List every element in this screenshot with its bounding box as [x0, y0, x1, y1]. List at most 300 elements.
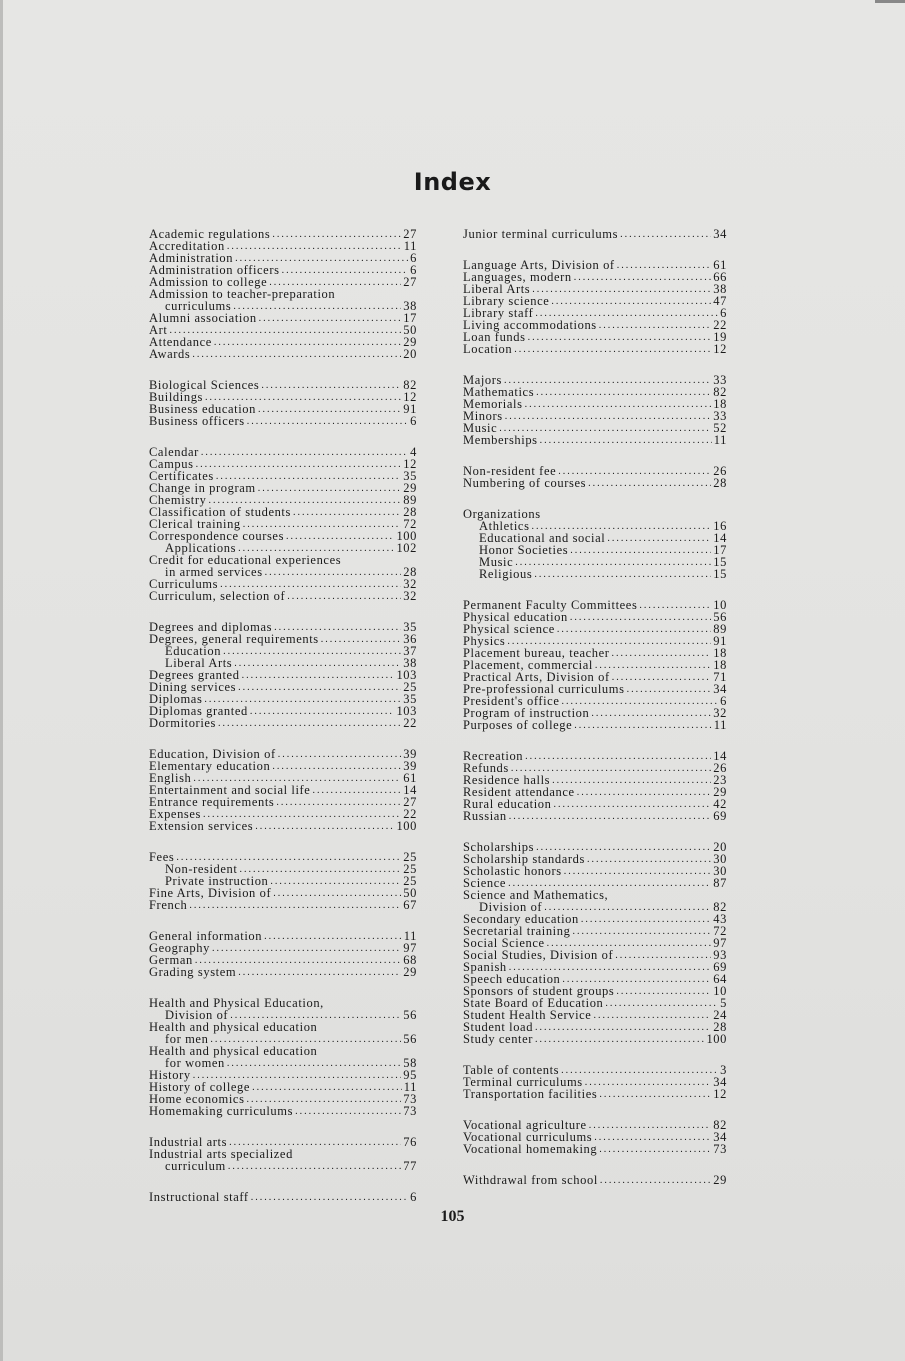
- dot-leader: [270, 877, 401, 887]
- dot-leader: [276, 798, 401, 808]
- index-entry-page: 22: [403, 807, 417, 821]
- index-entry-page: 103: [396, 704, 417, 718]
- index-entry-page: 42: [713, 797, 727, 811]
- index-group: [463, 1119, 727, 1155]
- index-entry-term: Campus: [149, 457, 194, 471]
- index-entry-term: for women: [165, 1056, 225, 1070]
- index-entry-term: Spanish: [463, 960, 507, 974]
- dot-leader: [259, 314, 402, 324]
- index-entry-page: 91: [713, 634, 727, 648]
- index-group: [149, 446, 417, 602]
- dot-leader: [577, 788, 712, 798]
- dot-leader: [265, 568, 402, 578]
- dot-leader: [278, 750, 402, 760]
- index-entry-page: 69: [713, 809, 727, 823]
- index-entry: [149, 590, 417, 602]
- dot-leader: [600, 1176, 711, 1186]
- index-group: [149, 748, 417, 832]
- index-entry-term: Liberal Arts: [165, 656, 233, 670]
- index-group: [149, 1136, 417, 1172]
- index-entry-page: 25: [403, 874, 417, 888]
- index-entry-page: 4: [410, 445, 417, 459]
- index-entry-term: Music: [463, 421, 498, 435]
- index-entry: [463, 1033, 727, 1045]
- index-entry-page: 39: [403, 759, 417, 773]
- index-entry: [463, 1174, 727, 1186]
- index-entry-page: 29: [713, 1173, 727, 1187]
- index-entry-term: Clerical training: [149, 517, 241, 531]
- index-entry-page: 11: [713, 718, 727, 732]
- index-entry-page: 14: [403, 783, 417, 797]
- index-entry-term: Memorials: [463, 397, 523, 411]
- index-entry-term: Health and Physical Education,: [149, 996, 324, 1010]
- index-entry: [463, 810, 727, 822]
- index-entry-term: Curriculum, selection of: [149, 589, 286, 603]
- index-entry-page: 30: [713, 852, 727, 866]
- index-entry-term: Junior terminal curriculums: [463, 227, 619, 241]
- index-entry-term: Placement bureau, teacher: [463, 646, 610, 660]
- page-number: 105: [440, 1208, 465, 1225]
- dot-leader: [594, 1133, 711, 1143]
- dot-leader: [295, 1107, 401, 1117]
- index-group: [149, 851, 417, 911]
- index-entry: [149, 415, 417, 427]
- index-entry-page: 12: [403, 457, 417, 471]
- index-entry-page: 34: [713, 1075, 727, 1089]
- dot-leader: [599, 321, 712, 331]
- index-entry-term: Admission to teacher-preparation: [149, 287, 336, 301]
- index-entry: [463, 343, 727, 355]
- index-entry-term: State Board of Education: [463, 996, 604, 1010]
- index-entry-term: Table of contents: [463, 1063, 560, 1077]
- index-entry-term: curriculums: [165, 299, 232, 313]
- index-entry-page: 61: [403, 771, 417, 785]
- dot-leader: [233, 302, 401, 312]
- index-entry-term: Administration: [149, 251, 234, 265]
- dot-leader: [272, 230, 401, 240]
- index-entry: [149, 899, 417, 911]
- index-entry-term: Chemistry: [149, 493, 207, 507]
- index-entry-term: Scholarship standards: [463, 852, 585, 866]
- index-entry-page: 34: [713, 227, 727, 241]
- index-entry-page: 50: [403, 323, 417, 337]
- index-entry-page: 72: [713, 924, 727, 938]
- index-entry-page: 38: [713, 282, 727, 296]
- index-entry-page: 18: [713, 397, 727, 411]
- dot-leader: [264, 932, 402, 942]
- index-entry: [149, 1105, 417, 1117]
- index-entry-page: 32: [713, 706, 727, 720]
- dot-leader: [238, 683, 401, 693]
- index-group: [149, 930, 417, 978]
- index-entry-page: 11: [713, 433, 727, 447]
- index-entry-term: Social Studies, Division of: [463, 948, 614, 962]
- index-entry-page: 32: [403, 577, 417, 591]
- index-entry-page: 100: [706, 1032, 727, 1046]
- index-entry-page: 15: [713, 555, 727, 569]
- index-entry-term: Russian: [463, 809, 507, 823]
- dot-leader: [540, 436, 712, 446]
- dot-leader: [282, 266, 409, 276]
- dot-leader: [251, 1193, 408, 1203]
- index-entry-page: 82: [713, 1118, 727, 1132]
- index-entry-page: 6: [410, 414, 417, 428]
- index-entry-page: 6: [720, 694, 727, 708]
- index-entry: [149, 887, 417, 899]
- index-group: [463, 508, 727, 580]
- index-entry-page: 61: [713, 258, 727, 272]
- index-entry-term: Correspondence courses: [149, 529, 285, 543]
- index-entry-term: Majors: [463, 373, 503, 387]
- index-entry-page: 77: [403, 1159, 417, 1173]
- dot-leader: [228, 1162, 401, 1172]
- index-entry-page: 29: [713, 785, 727, 799]
- dot-leader: [570, 546, 711, 556]
- index-entry-page: 6: [410, 263, 417, 277]
- index-entry-page: 35: [403, 469, 417, 483]
- index-entry-term: Languages, modern: [463, 270, 572, 284]
- dot-leader: [272, 762, 401, 772]
- index-entry-page: 27: [403, 275, 417, 289]
- dot-leader: [212, 944, 401, 954]
- index-group: [149, 379, 417, 427]
- index-entry-page: 103: [396, 668, 417, 682]
- dot-leader: [620, 230, 711, 240]
- index-group: [463, 599, 727, 731]
- dot-leader: [574, 721, 711, 731]
- index-entry-term: General information: [149, 929, 263, 943]
- index-entry-term: Non-resident: [165, 862, 238, 876]
- index-entry-page: 102: [396, 541, 417, 555]
- index-entry-page: 20: [403, 347, 417, 361]
- index-entry-page: 71: [713, 670, 727, 684]
- index-entry-term: Terminal curriculums: [463, 1075, 583, 1089]
- index-entry-page: 76: [403, 1135, 417, 1149]
- index-entry-page: 27: [403, 795, 417, 809]
- index-entry-term: History of college: [149, 1080, 251, 1094]
- dot-leader: [591, 709, 711, 719]
- dot-leader: [588, 479, 711, 489]
- index-entry-term: German: [149, 953, 193, 967]
- index-entry-page: 27: [403, 227, 417, 241]
- index-entry-page: 28: [403, 505, 417, 519]
- index-entry-term: Loan funds: [463, 330, 526, 344]
- index-entry-term: Elementary education: [149, 759, 271, 773]
- index-entry-term: Accreditation: [149, 239, 225, 253]
- index-entry-term: Purposes of college: [463, 718, 573, 732]
- dot-leader: [570, 613, 711, 623]
- index-entry-page: 68: [403, 953, 417, 967]
- index-entry-page: 97: [713, 936, 727, 950]
- dot-leader: [589, 1121, 712, 1131]
- index-entry-term: Athletics: [479, 519, 530, 533]
- dot-leader: [551, 297, 711, 307]
- index-entry-term: Recreation: [463, 749, 524, 763]
- index-entry-page: 29: [403, 965, 417, 979]
- index-entry: [149, 717, 417, 729]
- index-entry-page: 35: [403, 620, 417, 634]
- index-group: [149, 621, 417, 729]
- index-entry-page: 67: [403, 898, 417, 912]
- dot-leader: [504, 376, 711, 386]
- index-entry-page: 100: [396, 819, 417, 833]
- index-entry-term: History: [149, 1068, 191, 1082]
- dot-leader: [192, 350, 401, 360]
- index-entry-term: President's office: [463, 694, 560, 708]
- dot-leader: [528, 333, 712, 343]
- dot-leader: [612, 649, 712, 659]
- index-entry-term: Religious: [479, 567, 533, 581]
- index-entry-page: 11: [403, 1080, 417, 1094]
- index-entry-page: 28: [713, 1020, 727, 1034]
- index-entry-term: Industrial arts: [149, 1135, 228, 1149]
- index-entry-page: 39: [403, 747, 417, 761]
- index-entry-page: 56: [713, 610, 727, 624]
- index-entry-term: Location: [463, 342, 513, 356]
- index-entry-term: Degrees granted: [149, 668, 240, 682]
- dot-leader: [605, 999, 718, 1009]
- index-entry-term: Program of instruction: [463, 706, 590, 720]
- index-entry-term: Vocational curriculums: [463, 1130, 593, 1144]
- index-entry-page: 16: [713, 519, 727, 533]
- dot-leader: [247, 417, 408, 427]
- index-entry-page: 18: [713, 646, 727, 660]
- index-entry-term: Dormitories: [149, 716, 217, 730]
- index-entry-term: Secretarial training: [463, 924, 571, 938]
- index-entry-page: 17: [403, 311, 417, 325]
- dot-leader: [535, 1035, 704, 1045]
- index-entry-page: 35: [403, 692, 417, 706]
- index-entry-term: Physical education: [463, 610, 568, 624]
- index-entry-term: in armed services: [165, 565, 263, 579]
- index-entry-page: 10: [713, 598, 727, 612]
- index-entry-page: 34: [713, 682, 727, 696]
- index-entry-page: 25: [403, 862, 417, 876]
- index-entry-term: Student Health Service: [463, 1008, 592, 1022]
- dot-leader: [585, 1078, 712, 1088]
- index-entry-term: Organizations: [463, 507, 541, 521]
- index-entry-page: 36: [403, 632, 417, 646]
- dot-leader: [214, 338, 401, 348]
- index-entry: [463, 228, 727, 240]
- index-entry: [149, 1191, 417, 1203]
- index-entry-term: Applications: [165, 541, 237, 555]
- dot-leader: [617, 261, 712, 271]
- dot-leader: [234, 659, 401, 669]
- dot-leader: [525, 752, 711, 762]
- index-entry: [463, 434, 727, 446]
- index-entry-page: 33: [713, 409, 727, 423]
- dot-leader: [218, 719, 401, 729]
- index-entry-term: for men: [165, 1032, 209, 1046]
- page-corner-mark: [875, 0, 905, 3]
- index-entry-term: Refunds: [463, 761, 509, 775]
- index-entry-term: Extension services: [149, 819, 254, 833]
- index-entry-page: 64: [713, 972, 727, 986]
- index-group: [463, 841, 727, 1045]
- index-group: [463, 465, 727, 489]
- index-entry-term: Social Science: [463, 936, 545, 950]
- index-entry-term: Academic regulations: [149, 227, 271, 241]
- index-entry-term: Admission to college: [149, 275, 268, 289]
- index-entry-term: Division of: [479, 900, 543, 914]
- page-title: Index: [413, 168, 492, 196]
- index-entry-term: Music: [479, 555, 514, 569]
- dot-leader: [196, 460, 402, 470]
- index-entry-page: 25: [403, 680, 417, 694]
- index-entry-page: 89: [403, 493, 417, 507]
- index-entry-page: 6: [720, 306, 727, 320]
- index-entry-term: Library staff: [463, 306, 534, 320]
- index-entry-page: 97: [403, 941, 417, 955]
- index-entry-term: Instructional staff: [149, 1190, 249, 1204]
- index-entry-page: 73: [403, 1092, 417, 1106]
- index-entry-term: Change in program: [149, 481, 256, 495]
- index-entry-page: 37: [403, 644, 417, 658]
- index-entry-term: Science and Mathematics,: [463, 888, 609, 902]
- index-entry-term: Transportation facilities: [463, 1087, 598, 1101]
- index-entry: [463, 1088, 727, 1100]
- index-entry-page: 3: [720, 1063, 727, 1077]
- index-entry-term: Vocational agriculture: [463, 1118, 587, 1132]
- index-entry-term: Vocational homemaking: [463, 1142, 598, 1156]
- index-entry-term: Calendar: [149, 445, 199, 459]
- index-entry-page: 24: [713, 1008, 727, 1022]
- index-entry-page: 30: [713, 864, 727, 878]
- dot-leader: [238, 968, 401, 978]
- index-entry-term: Buildings: [149, 390, 204, 404]
- index-entry-term: Education: [165, 644, 222, 658]
- index-entry: [149, 1160, 417, 1172]
- index-entry-page: 91: [403, 402, 417, 416]
- index-entry-term: Scholarships: [463, 840, 535, 854]
- index-entry-term: Sponsors of student groups: [463, 984, 615, 998]
- dot-leader: [250, 707, 395, 717]
- index-entry-term: Rural education: [463, 797, 552, 811]
- index-entry-term: Withdrawal from school: [463, 1173, 598, 1187]
- index-entry-term: Diplomas granted: [149, 704, 248, 718]
- index-entry-term: Permanent Faculty Committees: [463, 598, 638, 612]
- index-entry-term: Art: [149, 323, 168, 337]
- index-entry-term: Fine Arts, Division of: [149, 886, 272, 900]
- index-entry-term: Physics: [463, 634, 506, 648]
- index-entry-term: Degrees and diplomas: [149, 620, 273, 634]
- index-entry-page: 26: [713, 761, 727, 775]
- index-entry-term: Resident attendance: [463, 785, 575, 799]
- index-entry-page: 82: [713, 900, 727, 914]
- index-entry-term: Administration officers: [149, 263, 280, 277]
- index-entry: [463, 1143, 727, 1155]
- dot-leader: [514, 345, 711, 355]
- index-entry-term: Liberal Arts: [463, 282, 531, 296]
- index-entry-page: 29: [403, 481, 417, 495]
- index-entry-page: 32: [403, 589, 417, 603]
- index-entry-page: 82: [403, 378, 417, 392]
- index-entry-term: Private instruction: [165, 874, 269, 888]
- index-entry-term: Residence halls: [463, 773, 551, 787]
- dot-leader: [252, 1083, 402, 1093]
- index-entry-page: 26: [713, 464, 727, 478]
- index-entry-page: 29: [403, 335, 417, 349]
- dot-leader: [564, 867, 712, 877]
- index-entry-page: 28: [403, 565, 417, 579]
- index-entry-page: 69: [713, 960, 727, 974]
- index-entry-term: Non-resident fee: [463, 464, 557, 478]
- dot-leader: [535, 1023, 711, 1033]
- index-entry-term: Curriculums: [149, 577, 219, 591]
- index-entry-page: 93: [713, 948, 727, 962]
- index-group: [149, 1191, 417, 1203]
- index-entry-page: 18: [713, 658, 727, 672]
- index-entry-page: 5: [720, 996, 727, 1010]
- index-entry-page: 23: [713, 773, 727, 787]
- index-entry-term: Diplomas: [149, 692, 203, 706]
- index-group: [463, 374, 727, 446]
- dot-leader: [201, 448, 408, 458]
- index-entry-term: Grading system: [149, 965, 237, 979]
- index-entry-page: 89: [713, 622, 727, 636]
- index-entry-page: 82: [713, 385, 727, 399]
- dot-leader: [189, 901, 401, 911]
- index-entry-term: Biological Sciences: [149, 378, 260, 392]
- dot-leader: [223, 647, 401, 657]
- index-entry-term: Certificates: [149, 469, 214, 483]
- dot-leader: [561, 1066, 718, 1076]
- index-entry-page: 100: [396, 529, 417, 543]
- index-entry-page: 33: [713, 373, 727, 387]
- index-entry-term: Practical Arts, Division of: [463, 670, 610, 684]
- dot-leader: [552, 776, 711, 786]
- index-entry-page: 73: [713, 1142, 727, 1156]
- index-entry-term: French: [149, 898, 188, 912]
- index-entry-term: Attendance: [149, 335, 212, 349]
- index-entry-page: 14: [713, 749, 727, 763]
- dot-leader: [534, 570, 711, 580]
- dot-leader: [612, 673, 712, 683]
- dot-leader: [607, 534, 711, 544]
- index-entry-page: 22: [713, 318, 727, 332]
- dot-leader: [536, 388, 711, 398]
- index-entry-term: Minors: [463, 409, 503, 423]
- index-entry-page: 56: [403, 1008, 417, 1022]
- index-entry-page: 66: [713, 270, 727, 284]
- dot-leader: [286, 532, 394, 542]
- index-entry: [463, 719, 727, 731]
- index-column-right: [463, 228, 727, 1205]
- index-entry-term: Study center: [463, 1032, 534, 1046]
- dot-leader: [599, 1145, 711, 1155]
- index-group: [149, 997, 417, 1117]
- index-entry-page: 19: [713, 330, 727, 344]
- index-entry-page: 73: [403, 1104, 417, 1118]
- index-entry-page: 10: [713, 984, 727, 998]
- index-entry-term: Degrees, general requirements: [149, 632, 319, 646]
- dot-leader: [572, 927, 711, 937]
- index-entry-page: 22: [403, 716, 417, 730]
- index-entry-page: 11: [403, 239, 417, 253]
- dot-leader: [515, 558, 711, 568]
- dot-leader: [258, 484, 402, 494]
- index-entry-page: 15: [713, 567, 727, 581]
- dot-leader: [509, 812, 712, 822]
- index-entry-term: Mathematics: [463, 385, 535, 399]
- dot-leader: [273, 889, 401, 899]
- index-entry-term: Education, Division of: [149, 747, 276, 761]
- index-entry-term: Dining services: [149, 680, 237, 694]
- index-entry-term: Placement, commercial: [463, 658, 593, 672]
- index-entry-page: 12: [403, 390, 417, 404]
- index-entry-term: Business education: [149, 402, 256, 416]
